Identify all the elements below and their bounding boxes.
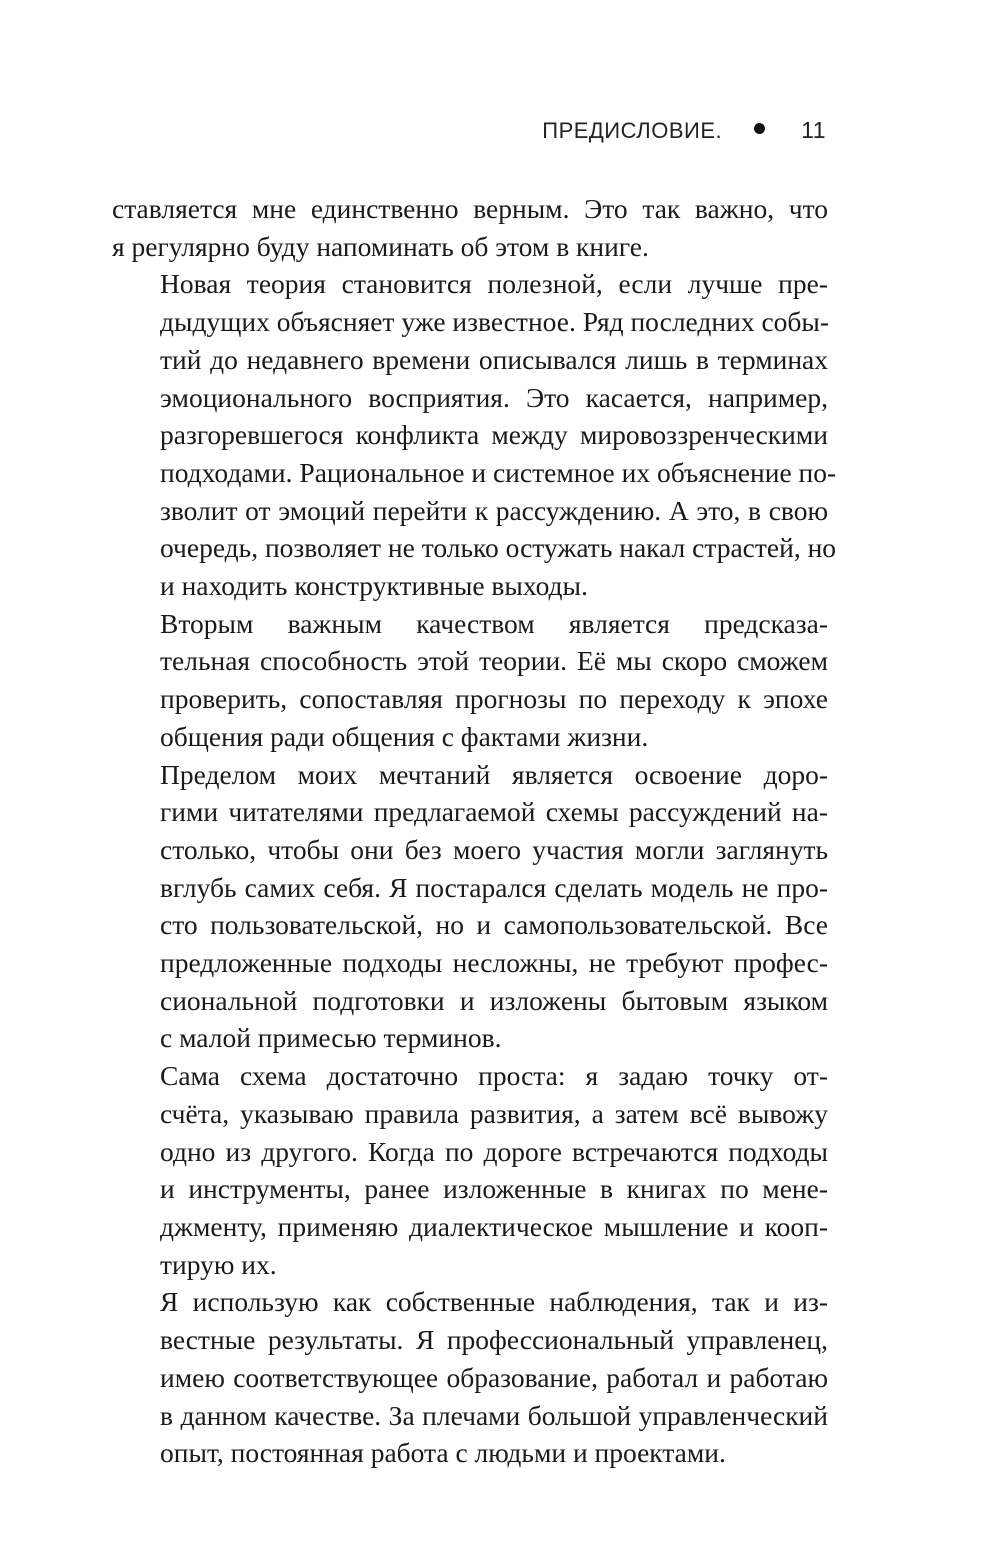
text-line: с малой примесью терминов. bbox=[160, 1022, 502, 1054]
text-line: джменту, применяю диалектическое мышление и кооп- bbox=[160, 1210, 828, 1242]
paragraph bbox=[112, 1283, 828, 1472]
text-line: подходами. Рациональное и системное их объяснение по- bbox=[160, 456, 837, 488]
text-line: предложенные подходы несложны, не требуют профес- bbox=[160, 947, 828, 979]
page-body bbox=[112, 190, 837, 1472]
text-line: ставляется мне единственно верным. Это так важно, что bbox=[112, 193, 828, 224]
text-line: Новая теория становится полезной, если лучше пре- bbox=[160, 268, 828, 300]
text-line: Сама схема достаточно проста: я задаю точку от- bbox=[160, 1060, 828, 1092]
text-line: тельная способность этой теории. Её мы скоро сможем bbox=[160, 645, 828, 677]
paragraph bbox=[112, 265, 837, 604]
text-line: Вторым важным качеством является предсказа- bbox=[160, 607, 828, 639]
paragraph bbox=[112, 756, 828, 1058]
text-line: имею соответствующее образование, работал и работаю bbox=[160, 1361, 828, 1393]
text-line: тирую их. bbox=[160, 1248, 277, 1280]
text-line: столько, чтобы они без моего участия могли заглянуть bbox=[160, 833, 828, 865]
text-line: гими читателями предлагаемой схемы рассуждений на- bbox=[160, 796, 828, 828]
paragraph bbox=[112, 190, 828, 265]
text-line: одно из другого. Когда по дороге встречаются подходы bbox=[160, 1135, 828, 1167]
text-line: и инструменты, ранее изложенные в книгах по мене- bbox=[160, 1173, 828, 1205]
text-line: счёта, указываю правила развития, а затем всё вывожу bbox=[160, 1097, 828, 1129]
paragraph bbox=[112, 605, 828, 756]
text-line: вглубь самих себя. Я постарался сделать модель не про- bbox=[160, 871, 828, 903]
text-line: я регулярно буду напоминать об этом в книге. bbox=[112, 230, 649, 262]
text-line: Я использую как собственные наблюдения, так и из- bbox=[160, 1286, 828, 1318]
text-line: в данном качестве. За плечами большой управленческий bbox=[160, 1399, 828, 1431]
text-line: общения ради общения с фактами жизни. bbox=[160, 720, 649, 752]
running-head bbox=[542, 117, 826, 144]
text-line: сиональной подготовки и изложены бытовым языком bbox=[160, 984, 828, 1016]
text-line: эмоционального восприятия. Это касается, например, bbox=[160, 381, 828, 413]
bullet-separator bbox=[754, 123, 765, 134]
text-line: Пределом моих мечтаний является освоение доро- bbox=[160, 758, 828, 790]
text-line: разгоревшегося конфликта между мировоззренческими bbox=[160, 419, 828, 451]
text-line: очередь, позволяет не только остужать накал страстей, но bbox=[160, 532, 837, 564]
section-title: ПРЕДИСЛОВИЕ. bbox=[542, 117, 723, 143]
text-line: тий до недавнего времени описывался лишь в терминах bbox=[160, 343, 828, 375]
text-line: дыдущих объясняет уже известное. Ряд последних собы- bbox=[160, 306, 830, 338]
text-line: сто пользовательской, но и самопользовательской. Все bbox=[160, 909, 828, 941]
text-line: проверить, сопоставляя прогнозы по переходу к эпохе bbox=[160, 683, 828, 715]
text-line: вестные результаты. Я профессиональный управленец, bbox=[160, 1324, 828, 1356]
text-line: зволит от эмоций перейти к рассуждению. А это, в свою bbox=[160, 494, 828, 526]
page-number: 11 bbox=[801, 117, 826, 143]
text-line: опыт, постоянная работа с людьми и проектами. bbox=[160, 1437, 726, 1469]
paragraph bbox=[112, 1057, 828, 1283]
text-line: и находить конструктивные выходы. bbox=[160, 570, 588, 602]
